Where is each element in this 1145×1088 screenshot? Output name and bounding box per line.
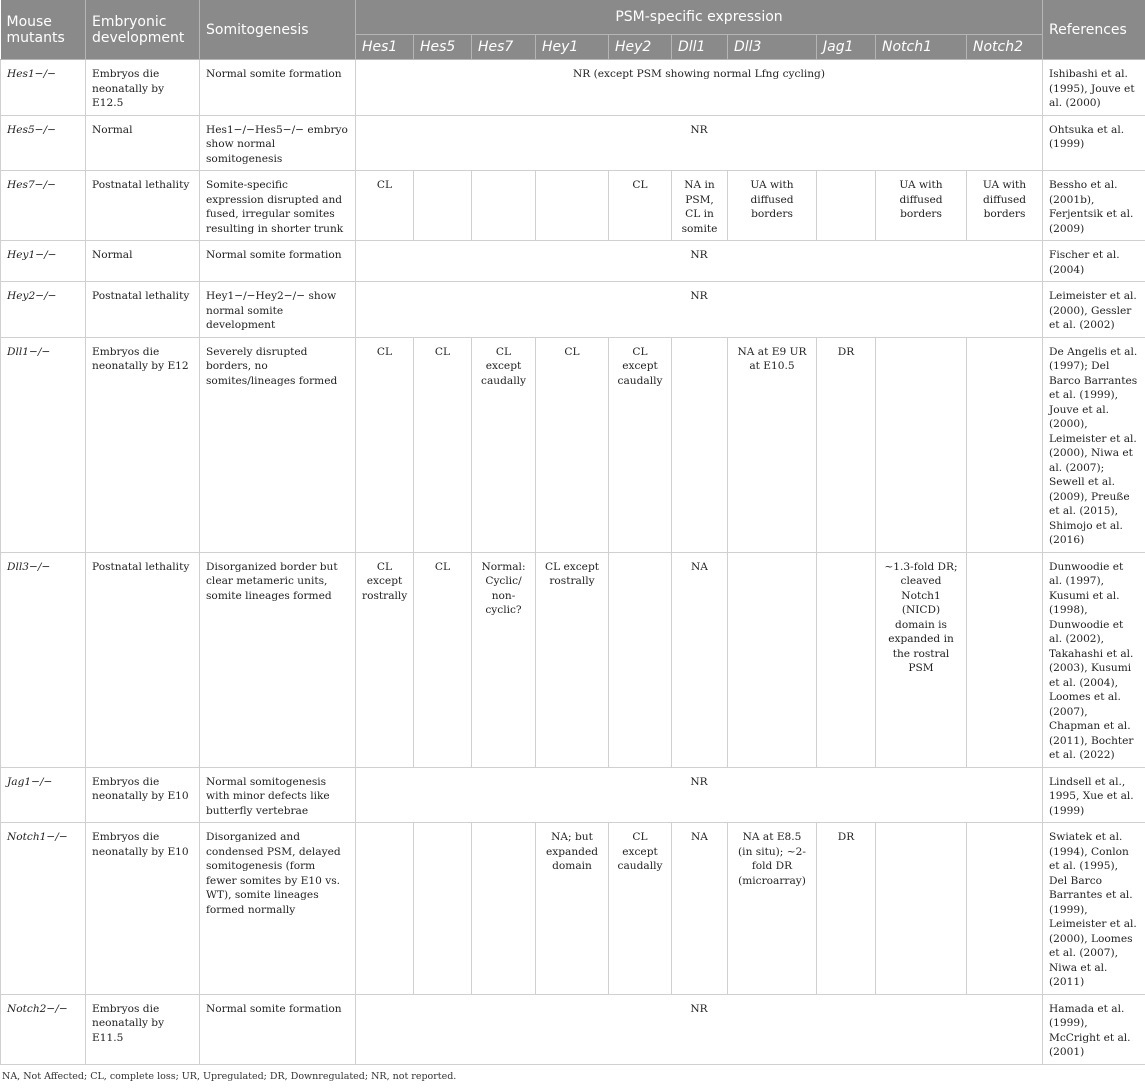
psm-cell-hes7: [472, 171, 536, 241]
psm-span-cell: NR: [356, 994, 1043, 1064]
psm-span-cell: NR: [356, 115, 1043, 171]
header-gene-hey1: Hey1: [536, 35, 609, 60]
psm-cell-hes5: CL: [414, 552, 472, 767]
psm-cell-notch2: [967, 552, 1043, 767]
mutant-cell: Dll3−/−: [1, 552, 86, 767]
psm-cell-hes5: [414, 823, 472, 995]
table-row: [1, 282, 1145, 338]
references-cell: De Angelis et al. (1997); Del Barco Barrantes et al. (1999), Jouve et al. (2000), Leimeister et al. (2000), Niwa et al. (2007); Sewell et al. (2009), Preuße et al. (2015), Shimojo et al. (2016): [1043, 337, 1145, 552]
table-row: [1, 337, 1145, 552]
psm-cell-hey2: CL except caudally: [609, 337, 672, 552]
psm-cell-hey2: [609, 552, 672, 767]
psm-cell-notch2: [967, 823, 1043, 995]
psm-cell-notch2: UA with diffused borders: [967, 171, 1043, 241]
header-gene-jag1: Jag1: [817, 35, 876, 60]
psm-cell-dll3: [728, 552, 817, 767]
references-cell: Bessho et al. (2001b), Ferjentsik et al. (2009): [1043, 171, 1145, 241]
psm-cell-dll3: NA at E8.5 (in situ); ~2-fold DR (microarray): [728, 823, 817, 995]
header-gene-notch2: Notch2: [967, 35, 1043, 60]
header-gene-hes7: Hes7: [472, 35, 536, 60]
psm-cell-notch2: [967, 337, 1043, 552]
footnote: NA, Not Affected; CL, complete loss; UR, Upregulated; DR, Downregulated; NR, not reported.: [0, 1065, 1145, 1088]
embryonic-cell: Embryos die neonatally by E12: [86, 337, 200, 552]
mutant-cell: Notch2−/−: [1, 994, 86, 1064]
somitogenesis-cell: Disorganized border but clear metameric units, somite lineages formed: [200, 552, 356, 767]
psm-cell-jag1: DR: [817, 337, 876, 552]
header-psm-expression: PSM-specific expression: [356, 0, 1043, 35]
psm-cell-jag1: [817, 171, 876, 241]
table-row: [1, 241, 1145, 282]
references-cell: Leimeister et al. (2000), Gessler et al. (2002): [1043, 282, 1145, 338]
psm-cell-dll1: NA: [672, 552, 728, 767]
psm-cell-dll1: NA in PSM, CL in somite: [672, 171, 728, 241]
psm-cell-hes1: CL except rostrally: [356, 552, 414, 767]
header-gene-hes1: Hes1: [356, 35, 414, 60]
embryonic-cell: Normal: [86, 241, 200, 282]
references-cell: Swiatek et al. (1994), Conlon et al. (1995), Del Barco Barrantes et al. (1999), Leimeister et al. (2000), Loomes et al. (2007), Niwa et al. (2011): [1043, 823, 1145, 995]
somitogenesis-cell: Normal somite formation: [200, 60, 356, 116]
references-cell: Dunwoodie et al. (1997), Kusumi et al. (1998), Dunwoodie et al. (2002), Takahashi et al. (2003), Kusumi et al. (2004), Loomes et al. (2007), Chapman et al. (2011), Bochter et al. (2022): [1043, 552, 1145, 767]
psm-cell-hey1: NA; but expanded domain: [536, 823, 609, 995]
embryonic-cell: Embryos die neonatally by E12.5: [86, 60, 200, 116]
header-gene-dll1: Dll1: [672, 35, 728, 60]
somitogenesis-cell: Normal somitogenesis with minor defects like butterfly vertebrae: [200, 767, 356, 823]
header-gene-hes5: Hes5: [414, 35, 472, 60]
table-row: [1, 994, 1145, 1064]
mutant-cell: Dll1−/−: [1, 337, 86, 552]
psm-cell-hey1: [536, 171, 609, 241]
psm-cell-jag1: [817, 552, 876, 767]
mutant-cell: Hey1−/−: [1, 241, 86, 282]
psm-cell-hes5: [414, 171, 472, 241]
psm-cell-hes1: CL: [356, 337, 414, 552]
psm-cell-hes7: [472, 823, 536, 995]
mutant-cell: Hes5−/−: [1, 115, 86, 171]
somitogenesis-cell: Somite-specific expression disrupted and fused, irregular somites resulting in shorter trunk: [200, 171, 356, 241]
mutant-cell: Hey2−/−: [1, 282, 86, 338]
psm-cell-dll3: NA at E9 UR at E10.5: [728, 337, 817, 552]
somitogenesis-cell: Hes1−/−Hes5−/− embryo show normal somitogenesis: [200, 115, 356, 171]
psm-cell-hes5: CL: [414, 337, 472, 552]
psm-cell-hes1: [356, 823, 414, 995]
references-cell: Lindsell et al., 1995, Xue et al. (1999): [1043, 767, 1145, 823]
psm-span-cell: NR: [356, 241, 1043, 282]
somitogenesis-cell: Disorganized and condensed PSM, delayed somitogenesis (form fewer somites by E10 vs. WT), somite lineages formed normally: [200, 823, 356, 995]
psm-cell-hey1: CL except rostrally: [536, 552, 609, 767]
psm-cell-notch1: [876, 337, 967, 552]
table-row: [1, 171, 1145, 241]
references-cell: Fischer et al. (2004): [1043, 241, 1145, 282]
embryonic-cell: Postnatal lethality: [86, 552, 200, 767]
embryonic-cell: Embryos die neonatally by E10: [86, 823, 200, 995]
mutant-cell: Notch1−/−: [1, 823, 86, 995]
psm-cell-hes7: CL except caudally: [472, 337, 536, 552]
table-body: [1, 60, 1145, 1065]
mutant-cell: Hes7−/−: [1, 171, 86, 241]
psm-cell-notch1: UA with diffused borders: [876, 171, 967, 241]
header-gene-dll3: Dll3: [728, 35, 817, 60]
psm-cell-notch1: [876, 823, 967, 995]
psm-span-cell: NR: [356, 767, 1043, 823]
header-mouse-mutants: Mouse mutants: [1, 0, 86, 60]
mutant-cell: Jag1−/−: [1, 767, 86, 823]
psm-span-cell: NR: [356, 282, 1043, 338]
embryonic-cell: Embryos die neonatally by E11.5: [86, 994, 200, 1064]
psm-cell-hey1: CL: [536, 337, 609, 552]
somitogenesis-cell: Normal somite formation: [200, 994, 356, 1064]
references-cell: Ishibashi et al. (1995), Jouve et al. (2000): [1043, 60, 1145, 116]
psm-cell-jag1: DR: [817, 823, 876, 995]
embryonic-cell: Postnatal lethality: [86, 282, 200, 338]
somitogenesis-cell: Severely disrupted borders, no somites/lineages formed: [200, 337, 356, 552]
embryonic-cell: Postnatal lethality: [86, 171, 200, 241]
table-row: [1, 60, 1145, 116]
psm-cell-hes1: CL: [356, 171, 414, 241]
psm-cell-dll3: UA with diffused borders: [728, 171, 817, 241]
header-embryonic-development: Embryonic development: [86, 0, 200, 60]
psm-cell-hey2: CL except caudally: [609, 823, 672, 995]
header-gene-notch1: Notch1: [876, 35, 967, 60]
psm-cell-notch1: ~1.3-fold DR; cleaved Notch1 (NICD) domain is expanded in the rostral PSM: [876, 552, 967, 767]
header-references: References: [1043, 0, 1145, 60]
embryonic-cell: Embryos die neonatally by E10: [86, 767, 200, 823]
header-somitogenesis: Somitogenesis: [200, 0, 356, 60]
psm-span-cell: NR (except PSM showing normal Lfng cycling): [356, 60, 1043, 116]
table-row: [1, 552, 1145, 767]
table-row: [1, 115, 1145, 171]
embryonic-cell: Normal: [86, 115, 200, 171]
psm-cell-dll1: NA: [672, 823, 728, 995]
references-cell: Ohtsuka et al. (1999): [1043, 115, 1145, 171]
psm-cell-hey2: CL: [609, 171, 672, 241]
table-row: [1, 823, 1145, 995]
header-gene-hey2: Hey2: [609, 35, 672, 60]
mutant-cell: Hes1−/−: [1, 60, 86, 116]
psm-cell-hes7: Normal: Cyclic/ non-cyclic?: [472, 552, 536, 767]
table-row: [1, 767, 1145, 823]
somitogenesis-cell: Hey1−/−Hey2−/− show normal somite development: [200, 282, 356, 338]
somitogenesis-cell: Normal somite formation: [200, 241, 356, 282]
psm-cell-dll1: [672, 337, 728, 552]
references-cell: Hamada et al. (1999), McCright et al. (2001): [1043, 994, 1145, 1064]
